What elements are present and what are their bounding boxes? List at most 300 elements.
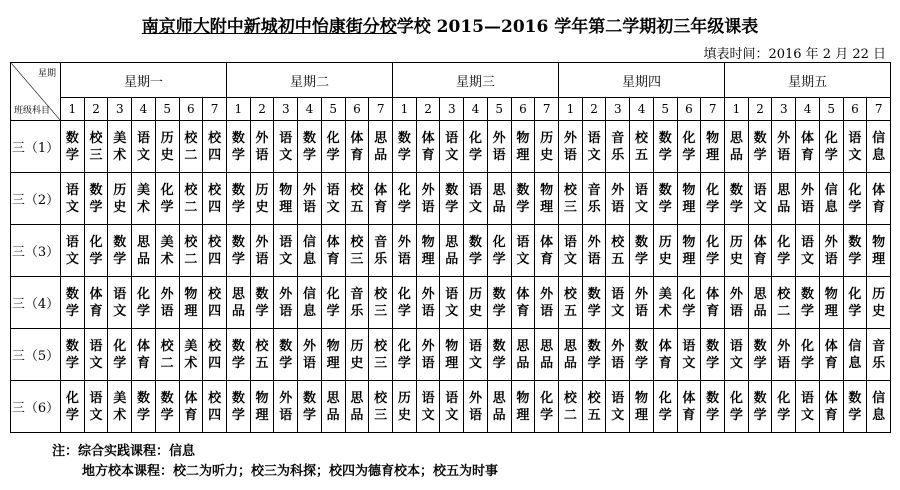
subject-name: 化学 bbox=[468, 130, 482, 163]
subject-cell bbox=[630, 381, 654, 433]
subject-name: 音乐 bbox=[587, 182, 601, 215]
subject-cell bbox=[61, 329, 85, 381]
subject-name: 美术 bbox=[658, 286, 672, 319]
subject-cell bbox=[487, 329, 511, 381]
subject-name: 语文 bbox=[279, 130, 293, 163]
class-label: 三（6） bbox=[11, 381, 61, 433]
period-number: 7 bbox=[867, 98, 891, 121]
subject-name: 外语 bbox=[255, 130, 269, 163]
subject-name: 数学 bbox=[445, 182, 459, 215]
subject-cell bbox=[511, 225, 535, 277]
subject-name: 外语 bbox=[279, 390, 293, 423]
subject-name: 物理 bbox=[540, 182, 554, 215]
subject-name: 信息 bbox=[848, 338, 862, 371]
period-number: 3 bbox=[274, 98, 298, 121]
subject-cell bbox=[796, 121, 820, 173]
subject-name: 化学 bbox=[706, 182, 720, 215]
subject-cell bbox=[416, 329, 440, 381]
subject-name: 体育 bbox=[753, 234, 767, 267]
subject-cell bbox=[440, 121, 464, 173]
subject-name: 数学 bbox=[848, 390, 862, 423]
subject-name: 数学 bbox=[468, 234, 482, 267]
subject-name: 数学 bbox=[231, 390, 245, 423]
subject-cell bbox=[867, 173, 891, 225]
subject-cell bbox=[559, 277, 583, 329]
period-number: 1 bbox=[61, 98, 85, 121]
subject-name: 数学 bbox=[492, 286, 506, 319]
subject-cell bbox=[155, 225, 179, 277]
subject-name: 外语 bbox=[611, 338, 625, 371]
subject-name: 物理 bbox=[445, 338, 459, 371]
subject-cell bbox=[61, 173, 85, 225]
subject-name: 思品 bbox=[492, 390, 506, 423]
subject-name: 外语 bbox=[160, 286, 174, 319]
subject-cell bbox=[630, 329, 654, 381]
subject-name: 信息 bbox=[302, 286, 316, 319]
school-name: 南京师大附中新城初中怡康街分校 bbox=[141, 17, 397, 37]
subject-name: 外语 bbox=[801, 182, 815, 215]
subject-name: 思品 bbox=[231, 286, 245, 319]
subject-cell bbox=[582, 277, 606, 329]
subject-name: 化学 bbox=[160, 182, 174, 215]
subject-cell bbox=[84, 173, 108, 225]
subject-name: 美术 bbox=[184, 338, 198, 371]
subject-name: 思品 bbox=[326, 390, 340, 423]
subject-cell bbox=[274, 329, 298, 381]
subject-cell bbox=[511, 173, 535, 225]
subject-name: 数学 bbox=[492, 338, 506, 371]
subject-name: 化学 bbox=[397, 338, 411, 371]
subject-name: 数学 bbox=[231, 130, 245, 163]
subject-cell bbox=[606, 173, 630, 225]
subject-cell bbox=[345, 121, 369, 173]
subject-cell bbox=[227, 173, 251, 225]
subject-cell bbox=[84, 381, 108, 433]
subject-name: 历史 bbox=[160, 130, 174, 163]
subject-name: 数学 bbox=[634, 234, 648, 267]
subject-name: 校三 bbox=[374, 338, 388, 371]
subject-cell bbox=[179, 121, 203, 173]
subject-cell bbox=[867, 277, 891, 329]
subject-cell bbox=[108, 381, 132, 433]
subject-cell bbox=[132, 225, 156, 277]
period-number: 2 bbox=[416, 98, 440, 121]
period-number: 5 bbox=[819, 98, 843, 121]
subject-name: 物理 bbox=[682, 182, 696, 215]
subject-name: 思品 bbox=[777, 182, 791, 215]
subject-cell bbox=[369, 381, 393, 433]
subject-name: 校五 bbox=[350, 182, 364, 215]
subject-name: 化学 bbox=[397, 286, 411, 319]
subject-name: 体育 bbox=[374, 182, 388, 215]
subject-cell bbox=[345, 225, 369, 277]
subject-name: 外语 bbox=[634, 286, 648, 319]
subject-name: 语文 bbox=[848, 130, 862, 163]
subject-cell bbox=[321, 173, 345, 225]
subject-name: 化学 bbox=[492, 234, 506, 267]
subject-cell bbox=[701, 225, 725, 277]
subject-name: 物理 bbox=[184, 286, 198, 319]
subject-name: 物理 bbox=[326, 338, 340, 371]
subject-cell bbox=[653, 329, 677, 381]
period-number: 6 bbox=[511, 98, 535, 121]
day-header: 星期二 bbox=[227, 63, 393, 98]
subject-name: 语文 bbox=[468, 182, 482, 215]
subject-name: 历史 bbox=[468, 286, 482, 319]
subject-name: 数学 bbox=[658, 182, 672, 215]
subject-cell bbox=[487, 121, 511, 173]
subject-name: 外语 bbox=[421, 286, 435, 319]
subject-name: 体育 bbox=[824, 390, 838, 423]
class-label: 三（3） bbox=[11, 225, 61, 277]
subject-name: 体育 bbox=[540, 234, 554, 267]
subject-name: 化学 bbox=[706, 234, 720, 267]
subject-name: 外语 bbox=[397, 234, 411, 267]
subject-name: 音乐 bbox=[872, 338, 886, 371]
subject-name: 思品 bbox=[374, 130, 388, 163]
subject-name: 化学 bbox=[801, 338, 815, 371]
subject-cell bbox=[677, 277, 701, 329]
subject-cell bbox=[725, 329, 749, 381]
subject-cell bbox=[369, 277, 393, 329]
subject-cell bbox=[132, 381, 156, 433]
subject-name: 数学 bbox=[302, 130, 316, 163]
subject-cell bbox=[179, 225, 203, 277]
period-number: 6 bbox=[179, 98, 203, 121]
subject-name: 外语 bbox=[540, 286, 554, 319]
subject-cell bbox=[606, 225, 630, 277]
subject-cell bbox=[464, 121, 488, 173]
subject-cell bbox=[725, 173, 749, 225]
subject-cell bbox=[203, 121, 227, 173]
subject-name: 校四 bbox=[208, 130, 222, 163]
subject-name: 数学 bbox=[706, 338, 720, 371]
subject-cell bbox=[108, 121, 132, 173]
subject-cell bbox=[582, 173, 606, 225]
period-number: 5 bbox=[653, 98, 677, 121]
subject-name: 数学 bbox=[753, 338, 767, 371]
subject-cell bbox=[725, 121, 749, 173]
subject-cell bbox=[108, 173, 132, 225]
subject-name: 信息 bbox=[872, 130, 886, 163]
subject-cell bbox=[677, 381, 701, 433]
subject-cell bbox=[250, 225, 274, 277]
note-line-1: 注：综合实践课程：信息 bbox=[52, 444, 196, 459]
subject-cell bbox=[464, 173, 488, 225]
subject-cell bbox=[772, 329, 796, 381]
period-number: 6 bbox=[677, 98, 701, 121]
subject-cell bbox=[701, 277, 725, 329]
subject-cell bbox=[582, 225, 606, 277]
subject-cell bbox=[772, 277, 796, 329]
subject-name: 校二 bbox=[563, 390, 577, 423]
subject-name: 校五 bbox=[255, 338, 269, 371]
subject-name: 语文 bbox=[65, 182, 79, 215]
subject-name: 语文 bbox=[445, 286, 459, 319]
subject-name: 数学 bbox=[65, 130, 79, 163]
subject-cell bbox=[464, 329, 488, 381]
corner-class-label: 班级科目 bbox=[14, 106, 51, 116]
subject-cell bbox=[535, 173, 559, 225]
subject-cell bbox=[227, 121, 251, 173]
subject-cell bbox=[108, 225, 132, 277]
period-number: 7 bbox=[535, 98, 559, 121]
subject-name: 语文 bbox=[563, 234, 577, 267]
subject-name: 体育 bbox=[421, 130, 435, 163]
subject-cell bbox=[843, 225, 867, 277]
subject-cell bbox=[487, 173, 511, 225]
subject-name: 校三 bbox=[374, 286, 388, 319]
class-label: 三（2） bbox=[11, 173, 61, 225]
subject-name: 校二 bbox=[184, 234, 198, 267]
fill-date: 填表时间：2016 年 2 月 22 日 bbox=[703, 47, 886, 62]
subject-name: 校五 bbox=[563, 286, 577, 319]
subject-cell bbox=[677, 121, 701, 173]
subject-name: 历史 bbox=[113, 182, 127, 215]
subject-name: 外语 bbox=[729, 286, 743, 319]
subject-cell bbox=[155, 173, 179, 225]
subject-cell bbox=[653, 173, 677, 225]
subject-cell bbox=[84, 277, 108, 329]
subject-cell bbox=[511, 121, 535, 173]
subject-name: 语文 bbox=[801, 234, 815, 267]
subject-cell bbox=[155, 381, 179, 433]
subject-name: 化学 bbox=[729, 390, 743, 423]
period-number: 1 bbox=[227, 98, 251, 121]
subject-cell bbox=[227, 329, 251, 381]
subject-name: 化学 bbox=[682, 130, 696, 163]
subject-cell bbox=[559, 329, 583, 381]
subject-cell bbox=[298, 173, 322, 225]
subject-name: 外语 bbox=[302, 182, 316, 215]
class-row bbox=[11, 121, 891, 173]
subject-cell bbox=[748, 277, 772, 329]
subject-cell bbox=[511, 277, 535, 329]
subject-name: 数学 bbox=[231, 182, 245, 215]
subject-name: 化学 bbox=[658, 390, 672, 423]
subject-cell bbox=[416, 381, 440, 433]
subject-cell bbox=[155, 121, 179, 173]
subject-cell bbox=[155, 277, 179, 329]
subject-name: 语文 bbox=[729, 338, 743, 371]
subject-name: 外语 bbox=[824, 234, 838, 267]
period-number: 5 bbox=[487, 98, 511, 121]
subject-cell bbox=[369, 225, 393, 277]
subject-name: 思品 bbox=[516, 338, 530, 371]
subject-cell bbox=[630, 277, 654, 329]
class-label: 三（4） bbox=[11, 277, 61, 329]
subject-cell bbox=[84, 121, 108, 173]
subject-cell bbox=[393, 121, 417, 173]
subject-cell bbox=[203, 173, 227, 225]
subject-name: 物理 bbox=[421, 234, 435, 267]
subject-cell bbox=[250, 277, 274, 329]
subject-cell bbox=[487, 277, 511, 329]
subject-name: 语文 bbox=[753, 182, 767, 215]
subject-name: 历史 bbox=[540, 130, 554, 163]
subject-cell bbox=[511, 381, 535, 433]
corner-day-label: 星期 bbox=[37, 69, 56, 79]
subject-cell bbox=[582, 121, 606, 173]
subject-cell bbox=[416, 277, 440, 329]
subject-cell bbox=[819, 277, 843, 329]
subject-name: 校四 bbox=[208, 234, 222, 267]
subject-name: 外语 bbox=[563, 130, 577, 163]
subject-name: 外语 bbox=[611, 182, 625, 215]
subject-cell bbox=[487, 381, 511, 433]
subject-name: 美术 bbox=[136, 182, 150, 215]
subject-name: 体育 bbox=[326, 234, 340, 267]
subject-cell bbox=[748, 173, 772, 225]
subject-cell bbox=[701, 121, 725, 173]
subject-name: 语文 bbox=[326, 182, 340, 215]
subject-name: 数学 bbox=[587, 286, 601, 319]
period-number: 1 bbox=[559, 98, 583, 121]
subject-name: 外语 bbox=[492, 130, 506, 163]
subject-cell bbox=[819, 173, 843, 225]
subject-cell bbox=[582, 329, 606, 381]
subject-name: 数学 bbox=[302, 390, 316, 423]
subject-cell bbox=[843, 121, 867, 173]
subject-cell bbox=[203, 329, 227, 381]
subject-name: 化学 bbox=[326, 130, 340, 163]
subject-cell bbox=[559, 173, 583, 225]
subject-name: 体育 bbox=[801, 130, 815, 163]
subject-cell bbox=[772, 225, 796, 277]
subject-name: 外语 bbox=[421, 338, 435, 371]
class-row bbox=[11, 381, 891, 433]
subject-cell bbox=[748, 329, 772, 381]
subject-name: 数学 bbox=[397, 130, 411, 163]
subject-cell bbox=[701, 173, 725, 225]
subject-cell bbox=[653, 277, 677, 329]
subject-cell bbox=[535, 329, 559, 381]
subject-cell bbox=[108, 277, 132, 329]
subject-cell bbox=[748, 121, 772, 173]
subject-name: 数学 bbox=[255, 286, 269, 319]
subject-name: 数学 bbox=[753, 130, 767, 163]
subject-cell bbox=[250, 329, 274, 381]
subject-name: 化学 bbox=[89, 234, 103, 267]
subject-cell bbox=[819, 381, 843, 433]
subject-cell bbox=[250, 121, 274, 173]
subject-cell bbox=[796, 381, 820, 433]
subject-name: 外语 bbox=[255, 234, 269, 267]
subject-name: 语文 bbox=[634, 182, 648, 215]
subject-cell bbox=[867, 329, 891, 381]
subject-cell bbox=[298, 121, 322, 173]
subject-name: 思品 bbox=[563, 338, 577, 371]
subject-cell bbox=[843, 329, 867, 381]
timetable bbox=[10, 62, 891, 433]
day-header: 星期四 bbox=[559, 63, 725, 98]
period-number: 5 bbox=[321, 98, 345, 121]
subject-name: 思品 bbox=[492, 182, 506, 215]
subject-cell bbox=[677, 225, 701, 277]
subject-name: 信息 bbox=[824, 182, 838, 215]
subject-cell bbox=[725, 381, 749, 433]
subject-name: 信息 bbox=[872, 390, 886, 423]
subject-cell bbox=[772, 173, 796, 225]
subject-name: 外语 bbox=[468, 390, 482, 423]
subject-cell bbox=[440, 173, 464, 225]
subject-cell bbox=[559, 225, 583, 277]
subject-name: 语文 bbox=[65, 234, 79, 267]
subject-name: 数学 bbox=[753, 390, 767, 423]
subject-name: 语文 bbox=[113, 286, 127, 319]
subject-name: 化学 bbox=[136, 286, 150, 319]
subject-cell bbox=[274, 121, 298, 173]
subject-name: 校五 bbox=[634, 130, 648, 163]
class-row bbox=[11, 329, 891, 381]
subject-name: 数学 bbox=[706, 390, 720, 423]
subject-name: 历史 bbox=[872, 286, 886, 319]
subject-name: 化学 bbox=[682, 286, 696, 319]
page-title bbox=[0, 12, 900, 37]
subject-cell bbox=[203, 277, 227, 329]
subject-cell bbox=[179, 329, 203, 381]
subject-name: 音乐 bbox=[611, 130, 625, 163]
subject-cell bbox=[464, 277, 488, 329]
subject-cell bbox=[487, 225, 511, 277]
subject-cell bbox=[155, 329, 179, 381]
subject-name: 体育 bbox=[658, 338, 672, 371]
subject-name: 思品 bbox=[729, 130, 743, 163]
subject-name: 历史 bbox=[729, 234, 743, 267]
period-number: 1 bbox=[393, 98, 417, 121]
period-number: 3 bbox=[606, 98, 630, 121]
subject-cell bbox=[559, 121, 583, 173]
class-row bbox=[11, 277, 891, 329]
subject-cell bbox=[843, 381, 867, 433]
subject-name: 历史 bbox=[255, 182, 269, 215]
subject-name: 物理 bbox=[634, 390, 648, 423]
subject-cell bbox=[274, 381, 298, 433]
subject-cell bbox=[227, 225, 251, 277]
period-number: 7 bbox=[701, 98, 725, 121]
subject-cell bbox=[345, 277, 369, 329]
class-row bbox=[11, 173, 891, 225]
subject-cell bbox=[203, 225, 227, 277]
subject-name: 语文 bbox=[682, 338, 696, 371]
subject-name: 化学 bbox=[540, 390, 554, 423]
subject-name: 外语 bbox=[777, 338, 791, 371]
subject-name: 语文 bbox=[801, 390, 815, 423]
subject-name: 美术 bbox=[160, 234, 174, 267]
subject-name: 音乐 bbox=[350, 286, 364, 319]
subject-name: 语文 bbox=[89, 338, 103, 371]
subject-cell bbox=[464, 381, 488, 433]
subject-cell bbox=[796, 225, 820, 277]
subject-name: 数学 bbox=[160, 390, 174, 423]
subject-name: 语文 bbox=[279, 234, 293, 267]
subject-cell bbox=[606, 329, 630, 381]
subject-cell bbox=[250, 381, 274, 433]
subject-cell bbox=[61, 381, 85, 433]
subject-name: 历史 bbox=[658, 234, 672, 267]
subject-cell bbox=[61, 121, 85, 173]
subject-cell bbox=[725, 225, 749, 277]
period-number: 2 bbox=[748, 98, 772, 121]
period-number: 4 bbox=[298, 98, 322, 121]
subject-name: 思品 bbox=[753, 286, 767, 319]
subject-name: 物理 bbox=[516, 390, 530, 423]
subject-cell bbox=[369, 173, 393, 225]
subject-cell bbox=[84, 225, 108, 277]
subject-cell bbox=[630, 121, 654, 173]
subject-cell bbox=[321, 329, 345, 381]
subject-cell bbox=[369, 121, 393, 173]
